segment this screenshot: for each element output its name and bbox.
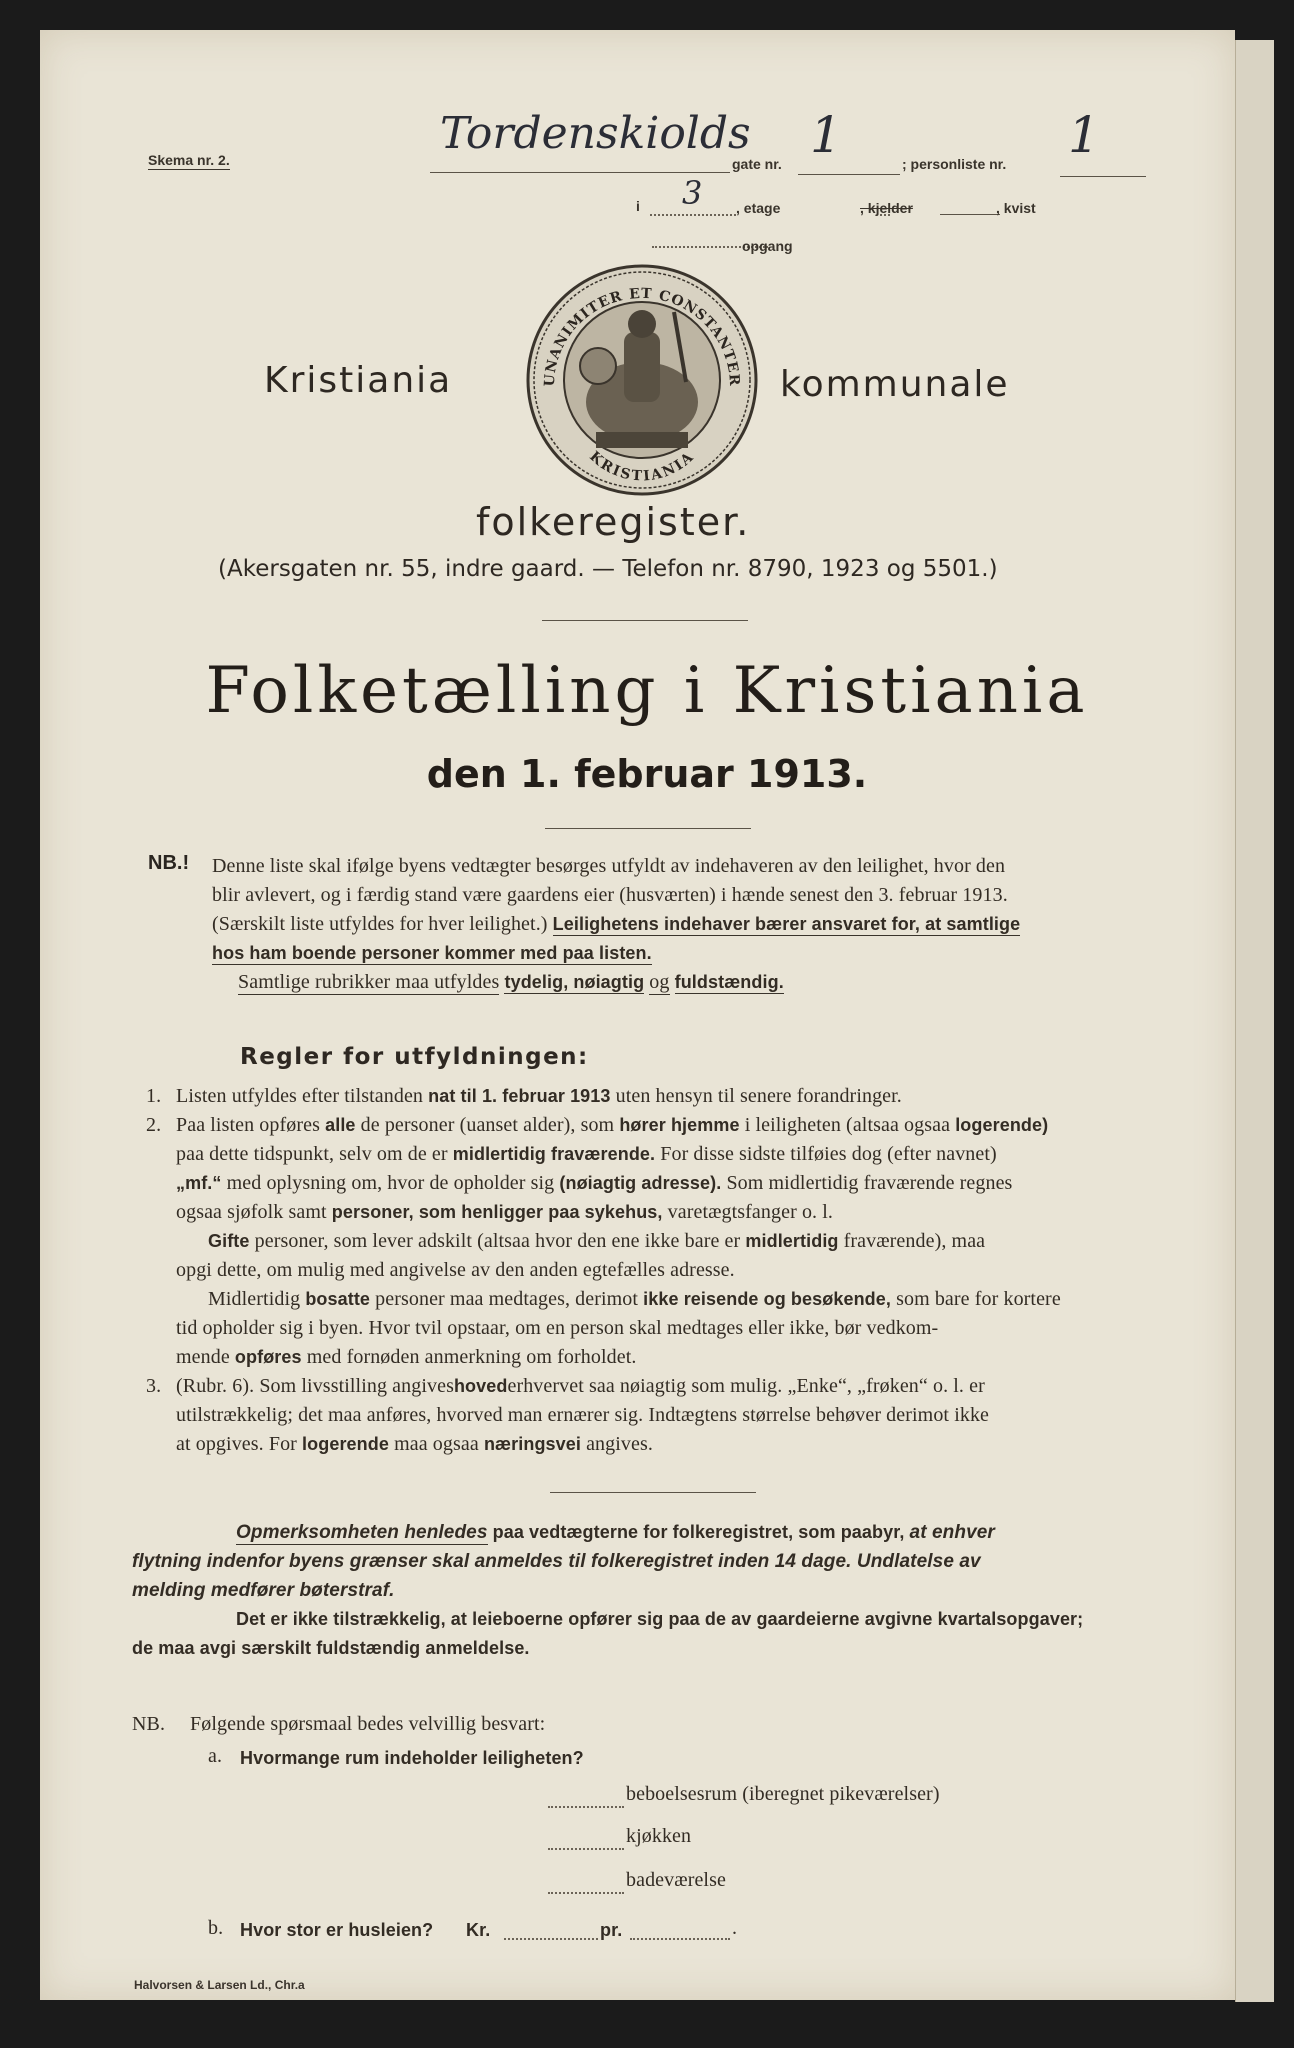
r3-l3-a: at opgives. For	[176, 1433, 297, 1455]
rule-2-line-2	[176, 1140, 1176, 1169]
question-a-text: Hvormange rum indeholder leiligheten?	[240, 1748, 584, 1768]
divider-3	[550, 1492, 756, 1493]
nb1-line-1: Denne liste skal ifølge byens vedtægter besørges utfyldt av indehaveren av den leilighet, hvor den	[212, 855, 1006, 877]
rule-2-line-8: tid opholder sig i byen. Hvor tvil opstaar, om en person skal medtages eller ikke, bør vedkom-	[176, 1317, 939, 1339]
r2-l1-b: alle	[325, 1115, 356, 1135]
census-title: Folketælling i Kristiania	[205, 654, 1089, 728]
answer-kjokken-label: kjøkken	[626, 1825, 692, 1847]
answer-kjokken-line[interactable]	[548, 1848, 624, 1850]
rule-1b: nat til 1. februar 1913	[428, 1086, 611, 1106]
r2-l9-c: med fornøden anmerkning om forholdet.	[306, 1346, 637, 1368]
floor-dotline	[650, 214, 736, 216]
r3-l1-b: hoved	[453, 1376, 508, 1396]
nb1-paragraph	[212, 852, 1162, 997]
r2-l9-a: mende	[176, 1346, 230, 1368]
personliste-label: ; personliste nr.	[902, 156, 1007, 172]
questions-nb-label: NB.	[132, 1713, 166, 1735]
r2-l7-d: ikke reisende og besøkende,	[643, 1289, 891, 1309]
r2-l1-d: hører hjemme	[619, 1115, 740, 1135]
kjelder-rule	[940, 214, 1000, 215]
answer-beboelsesrum-label: beboelsesrum (iberegnet pikeværelser)	[626, 1783, 940, 1805]
rule-2-line-4	[176, 1198, 1176, 1227]
divider-2	[545, 828, 751, 829]
office-address: (Akersgaten nr. 55, indre gaard. — Telefon nr. 8790, 1923 og 5501.)	[218, 556, 998, 582]
question-a-label: a.	[208, 1745, 223, 1767]
r2-l4-b: personer, som henligger paa sykehus,	[331, 1202, 663, 1222]
question-b-text: Hvor stor er husleien?	[240, 1920, 434, 1940]
r2-l1-f: logerende)	[955, 1115, 1049, 1135]
r2-l5-d: fraværende), maa	[843, 1230, 986, 1252]
nb1-line-5d: fuldstændig.	[674, 972, 784, 992]
page-edge	[1235, 40, 1274, 2002]
nb1-line-3	[212, 910, 1162, 939]
r2-l3-d: Som midlertidig fraværende regnes	[726, 1172, 1013, 1194]
notice-line-4: Det er ikke tilstrækkelig, at leieboerne opfører sig paa de av gaardeierne avgivne kvartalsopgaver;	[236, 1609, 1084, 1629]
street-handwritten: Tordenskiolds	[440, 108, 751, 159]
rule-2-line-7	[176, 1285, 1176, 1314]
nb1-line-3a: (Særskilt liste utfyldes for hver leilighet.)	[212, 913, 548, 935]
answer-beboelsesrum-line[interactable]	[548, 1806, 624, 1808]
r2-l3-a: „mf.“	[176, 1173, 222, 1193]
notice-l1-a: Opmerksomheten henledes	[236, 1522, 488, 1543]
rule-2-line-6: opgi dette, om mulig med angivelse av den anden egtefælles adresse.	[176, 1259, 735, 1281]
gate-number-handwritten: 1	[810, 106, 842, 164]
question-b-end: .	[732, 1917, 738, 1939]
svg-text:KRISTIANIA	[586, 449, 697, 485]
r3-l1-a: (Rubr. 6). Som livsstilling angives	[176, 1375, 454, 1397]
answer-badevaerelse-line[interactable]	[548, 1892, 624, 1894]
schema-label	[148, 152, 230, 168]
printer-imprint: Halvorsen & Larsen Ld., Chr.a	[134, 1978, 305, 1992]
floor-handwritten: 3	[682, 174, 703, 212]
seal-lettering	[524, 262, 760, 498]
r2-l5-c: midlertidig	[745, 1231, 839, 1251]
schema-label-text: Skema nr. 2.	[148, 152, 230, 168]
question-b-pr: pr.	[600, 1920, 623, 1940]
notice-l1-c: at enhver	[909, 1522, 995, 1543]
rule-3-num: 3.	[146, 1375, 162, 1397]
seal-text-top: UNANIMITER ET CONSTANTER	[541, 285, 743, 387]
kjelder-label: , kjelder	[860, 200, 913, 216]
personliste-number-handwritten: 1	[1068, 106, 1100, 164]
r2-l1-c: de personer (uanset alder), som	[360, 1114, 615, 1136]
notice-line-1	[132, 1518, 1172, 1547]
nb1-line-5b: tydelig, nøiagtig	[504, 972, 645, 992]
question-b-label: b.	[208, 1917, 224, 1939]
r2-l5-b: personer, som lever adskilt (altsaa hvor den ene ikke bare er	[254, 1230, 741, 1252]
rules-heading: Regler for utfyldningen:	[240, 1044, 589, 1070]
opgang-label: opgang	[742, 238, 793, 254]
kvist-label: , kvist	[996, 200, 1036, 216]
r2-l4-c: varetægtsfanger o. l.	[667, 1201, 834, 1223]
r2-l2-a: paa dette tidspunkt, selv om de er	[176, 1143, 448, 1165]
r3-l3-b: logerende	[302, 1434, 389, 1454]
office-right-word: kommunale	[780, 364, 1010, 405]
street-underline	[430, 172, 730, 173]
notice-paragraph	[132, 1518, 1172, 1663]
r2-l7-a: Midlertidig	[208, 1288, 301, 1310]
nb1-line-3b: Leilighetens indehaver bærer ansvaret for, at samtlige	[552, 914, 1021, 934]
r2-l4-a: ogsaa sjøfolk samt	[176, 1201, 327, 1223]
census-date: den 1. februar 1913.	[426, 752, 868, 796]
floor-prefix: i	[636, 198, 640, 214]
rule-3	[176, 1372, 1176, 1459]
divider-1	[542, 620, 748, 621]
r2-l1-a: Paa listen opføres	[176, 1114, 320, 1136]
nb1-line-2: blir avlevert, og i færdig stand være gaardens eier (husværten) i hænde senest den 3. februar 1913.	[212, 884, 1008, 906]
etage-label: , etage	[736, 200, 781, 216]
svg-text:UNANIMITER ET CONSTANTER	[542, 286, 742, 387]
rule-3-line-2: utilstrækkelig; det maa anføres, hvorved man ernærer sig. Indtægtens størrelse behøver derimot ikke	[176, 1404, 990, 1426]
r3-l3-e: angives.	[586, 1433, 653, 1455]
nb1-line-5c: og	[649, 971, 670, 993]
office-left-word: Kristiania	[264, 360, 453, 401]
questions-intro: Følgende spørsmaal bedes velvillig besvart:	[190, 1713, 546, 1735]
nb1-label: NB.!	[148, 852, 190, 874]
r2-l7-e: som bare for kortere	[896, 1288, 1061, 1310]
notice-line-3: melding medfører bøterstraf.	[132, 1580, 395, 1601]
rule-2-num: 2.	[146, 1114, 162, 1136]
r3-l3-d: næringsvei	[483, 1434, 581, 1454]
r2-l5-a: Gifte	[208, 1231, 250, 1251]
answer-rent-amount-line[interactable]	[504, 1938, 598, 1940]
rule-2-line-1	[176, 1111, 1176, 1140]
nb1-line-5	[212, 968, 1162, 997]
rule-1	[176, 1082, 1166, 1111]
answer-badevaerelse-label: badeværelse	[626, 1869, 726, 1891]
gate-number-underline	[798, 174, 900, 175]
r2-l2-c: For disse sidste tilføies dog (efter navnet)	[660, 1143, 997, 1165]
office-title: folkeregister.	[476, 500, 751, 544]
r2-l7-c: personer maa medtages, derimot	[375, 1288, 639, 1310]
r3-l1-c: erhvervet saa nøiagtig som mulig. „Enke“, „frøken“ o. l. er	[507, 1375, 985, 1397]
personliste-underline	[1060, 176, 1146, 177]
r2-l7-b: bosatte	[305, 1289, 371, 1309]
gate-label: gate nr.	[732, 156, 782, 172]
rule-1c: uten hensyn til senere forandringer.	[615, 1085, 902, 1107]
rule-3-line-3	[176, 1430, 1176, 1459]
r2-l9-b: opføres	[234, 1347, 302, 1367]
notice-line-2: flytning indenfor byens grænser skal anmeldes til folkeregistret inden 14 dage. Undlatelse av	[132, 1551, 981, 1572]
question-b-kr: Kr.	[466, 1920, 491, 1940]
rule-3-line-1	[176, 1372, 1176, 1401]
nb1-line-5a: Samtlige rubrikker maa utfyldes	[238, 971, 500, 993]
r2-l3-b: med oplysning om, hvor de opholder sig	[226, 1172, 555, 1194]
notice-line-5: de maa avgi særskilt fuldstændig anmeldelse.	[132, 1638, 530, 1658]
nb1-line-4	[212, 939, 1162, 968]
rule-2-line-3	[176, 1169, 1176, 1198]
answer-rent-period-line[interactable]	[630, 1938, 730, 1940]
r2-l1-e: i leiligheten (altsaa ogsaa	[744, 1114, 951, 1136]
r2-l3-c: (nøiagtig adresse).	[559, 1173, 722, 1193]
r3-l3-c: maa ogsaa	[394, 1433, 479, 1455]
rule-1-num: 1.	[146, 1085, 162, 1107]
r2-l2-b: midlertidig fraværende.	[452, 1144, 656, 1164]
rule-1a: Listen utfyldes efter tilstanden	[176, 1085, 424, 1107]
seal-text-bottom: KRISTIANIA	[586, 448, 698, 485]
rule-2-line-9	[176, 1343, 1176, 1372]
rule-2-line-5	[176, 1227, 1176, 1256]
nb1-line-4-text: hos ham boende personer kommer med paa listen.	[212, 943, 652, 963]
rule-2	[176, 1111, 1176, 1372]
notice-l1-b: paa vedtægterne for folkeregistret, som paabyr,	[492, 1522, 905, 1542]
